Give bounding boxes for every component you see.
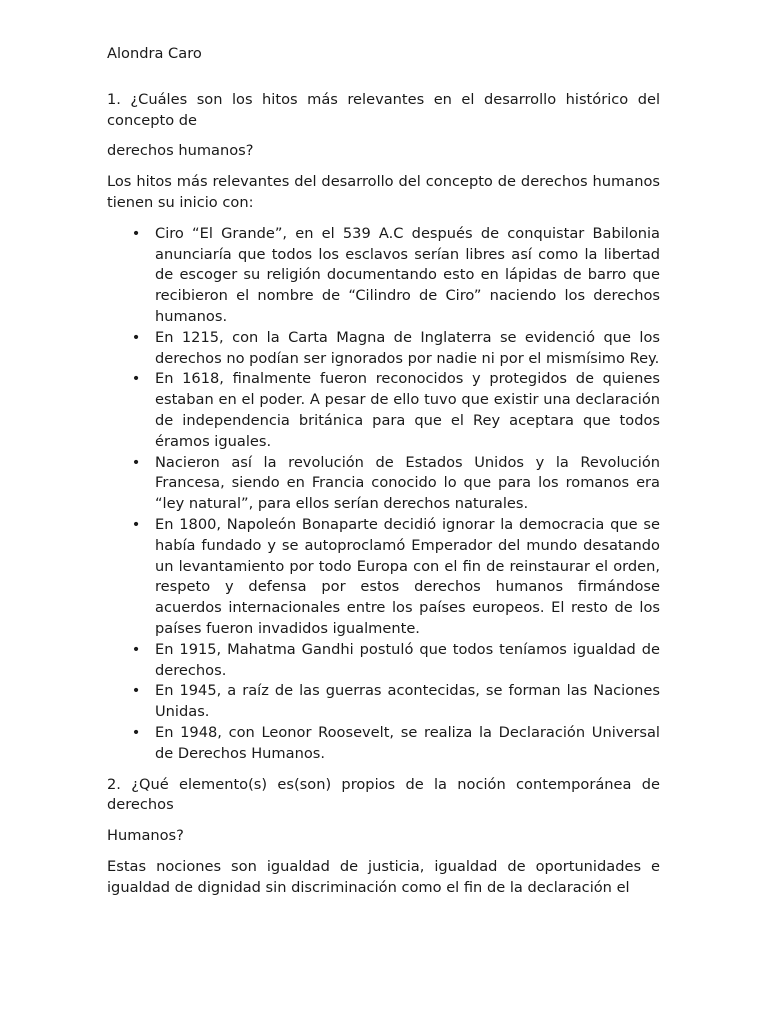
milestones-list: [107, 224, 660, 765]
list-item-text: En 1800, Napoleón Bonaparte decidió ignorar la democracia que se había fundado y se autoproclamó Emperador del mundo desatando un levantamiento por todo Europa con el fin de reinstaurar el orden, respeto y defensa por estos derechos humanos firmándose acuerdos internacionales entre los países europeos. El resto de los países fueron invadidos igualmente.: [155, 515, 660, 637]
list-item: [107, 369, 660, 452]
bullet-icon: •: [131, 640, 141, 658]
bullet-icon: •: [131, 224, 141, 242]
question-1: 1. ¿Cuáles son los hitos más relevantes en el desarrollo histórico del concepto de: [107, 90, 660, 129]
list-item-text: Nacieron así la revolución de Estados Unidos y la Revolución Francesa, siendo en Francia conocido lo que para los romanos era “ley natural”, para ellos serían derechos naturales.: [155, 453, 660, 513]
list-item-text: En 1915, Mahatma Gandhi postuló que todos teníamos igualdad de derechos.: [155, 640, 660, 679]
list-item: [107, 515, 660, 640]
author-name: Alondra Caro: [107, 45, 202, 62]
list-item: [107, 224, 660, 328]
bullet-icon: •: [131, 328, 141, 346]
document-page: [107, 44, 660, 908]
bullet-icon: •: [131, 682, 141, 700]
list-item-text: En 1948, con Leonor Roosevelt, se realiza la Declaración Universal de Derechos Humanos.: [155, 723, 660, 762]
list-item-text: Ciro “El Grande”, en el 539 A.C después de conquistar Babilonia anunciaría que todos los esclavos serían libres así como la libertad de escoger su religión documentando esto en lápidas de barro que recibieron el nombre de “Cilindro de Ciro” naciendo los derechos humanos.: [155, 224, 660, 325]
bullet-icon: •: [131, 453, 141, 471]
question-2-continuation: Humanos?: [107, 827, 184, 845]
list-item: [107, 453, 660, 515]
list-item: [107, 640, 660, 682]
list-item-text: En 1945, a raíz de las guerras acontecidas, se forman las Naciones Unidas.: [155, 682, 660, 721]
list-item: [107, 328, 660, 370]
bullet-icon: •: [131, 370, 141, 388]
question-2: 2. ¿Qué elemento(s) es(son) propios de la noción contemporánea de derechos: [107, 775, 660, 814]
list-item: [107, 723, 660, 765]
list-item-text: En 1215, con la Carta Magna de Inglaterra se evidenció que los derechos no podían ser ignorados por nadie ni por el mismísimo Rey.: [155, 328, 660, 367]
question-1-continuation: derechos humanos?: [107, 142, 254, 160]
list-item: [107, 681, 660, 723]
list-item-text: En 1618, finalmente fueron reconocidos y protegidos de quienes estaban en el poder. A pesar de ello tuvo que existir una declaración de independencia británica para que el Rey aceptara que todos éramos iguales.: [155, 370, 660, 450]
bullet-icon: •: [131, 723, 141, 741]
answer-2: Estas nociones son igualdad de justicia, igualdad de oportunidades e igualdad de dignidad sin discriminación como el fin de la declaración el: [107, 857, 660, 896]
bullet-icon: •: [131, 515, 141, 533]
answer-1-intro: Los hitos más relevantes del desarrollo del concepto de derechos humanos tienen su inicio con:: [107, 173, 660, 211]
